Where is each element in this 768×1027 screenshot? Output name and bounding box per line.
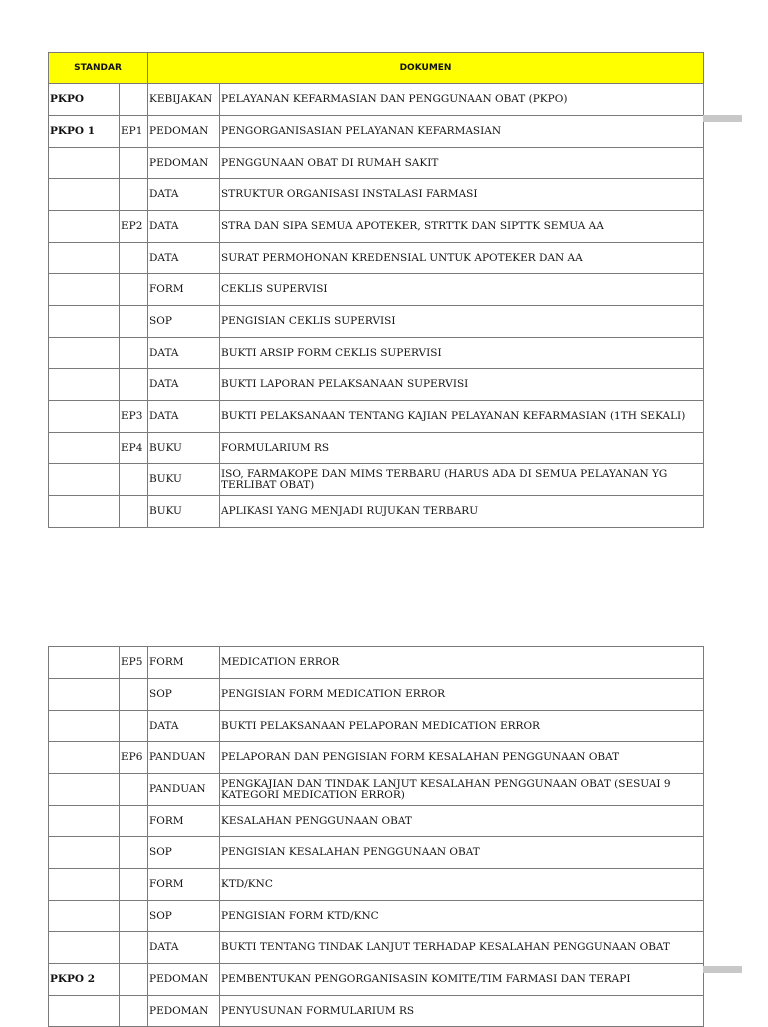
document-name-cell: CEKLIS SUPERVISI	[220, 274, 704, 306]
document-name-cell: KESALAHAN PENGGUNAAN OBAT	[220, 806, 704, 837]
standar-cell	[49, 742, 120, 774]
table-row	[49, 116, 704, 148]
document-name-cell: ISO, FARMAKOPE DAN MIMS TERBARU (HARUS ADA DI SEMUA PELAYANAN YG TERLIBAT OBAT)	[220, 464, 704, 496]
document-type-cell: KEBIJAKAN	[148, 84, 220, 116]
table-header-row	[49, 53, 704, 84]
document-name-cell: APLIKASI YANG MENJADI RUJUKAN TERBARU	[220, 496, 704, 528]
document-name-cell: PENGISIAN CEKLIS SUPERVISI	[220, 306, 704, 338]
standar-cell	[49, 338, 120, 369]
document-type-cell: SOP	[148, 679, 220, 711]
document-name-cell: STRUKTUR ORGANISASI INSTALASI FARMASI	[220, 179, 704, 211]
table-row	[49, 243, 704, 274]
table-row	[49, 679, 704, 711]
document-type-cell: SOP	[148, 901, 220, 932]
ep-cell: EP5	[120, 647, 148, 679]
table-row	[49, 774, 704, 806]
page-edge-bar	[703, 966, 742, 973]
document-name-cell: PENGGUNAAN OBAT DI RUMAH SAKIT	[220, 148, 704, 179]
header-dokumen: DOKUMEN	[148, 53, 704, 84]
table-row	[49, 869, 704, 901]
document-name-cell: PENGISIAN FORM MEDICATION ERROR	[220, 679, 704, 711]
table-row	[49, 369, 704, 401]
document-name-cell: PENGORGANISASIAN PELAYANAN KEFARMASIAN	[220, 116, 704, 148]
document-name-cell: PEMBENTUKAN PENGORGANISASIN KOMITE/TIM FARMASI DAN TERAPI	[220, 964, 704, 996]
table-row	[49, 964, 704, 996]
standar-cell	[49, 464, 120, 496]
table-row	[49, 274, 704, 306]
document-name-cell: BUKTI PELAKSANAAN PELAPORAN MEDICATION ERROR	[220, 711, 704, 742]
document-name-cell: PENGISIAN FORM KTD/KNC	[220, 901, 704, 932]
table-row	[49, 742, 704, 774]
standar-cell	[49, 179, 120, 211]
table-row	[49, 932, 704, 964]
document-type-cell: DATA	[148, 932, 220, 964]
standar-cell	[49, 148, 120, 179]
ep-cell	[120, 711, 148, 742]
ep-cell	[120, 464, 148, 496]
standar-cell	[49, 996, 120, 1027]
header-standar: STANDAR	[49, 53, 148, 84]
table-row	[49, 464, 704, 496]
document-type-cell: DATA	[148, 211, 220, 243]
document-table-1	[48, 52, 704, 528]
table-row	[49, 496, 704, 528]
table-row	[49, 211, 704, 243]
ep-cell	[120, 306, 148, 338]
ep-cell	[120, 996, 148, 1027]
document-name-cell: PENYUSUNAN FORMULARIUM RS	[220, 996, 704, 1027]
ep-cell: EP1	[120, 116, 148, 148]
ep-cell	[120, 84, 148, 116]
ep-cell: EP4	[120, 433, 148, 464]
standar-cell	[49, 274, 120, 306]
standar-cell	[49, 401, 120, 433]
ep-cell	[120, 837, 148, 869]
table-row	[49, 148, 704, 179]
ep-cell	[120, 774, 148, 806]
ep-cell	[120, 806, 148, 837]
document-name-cell: MEDICATION ERROR	[220, 647, 704, 679]
ep-cell: EP2	[120, 211, 148, 243]
table-row	[49, 401, 704, 433]
document-name-cell: BUKTI TENTANG TINDAK LANJUT TERHADAP KESALAHAN PENGGUNAAN OBAT	[220, 932, 704, 964]
table-row	[49, 647, 704, 679]
document-type-cell: PANDUAN	[148, 742, 220, 774]
table-row	[49, 179, 704, 211]
ep-cell	[120, 932, 148, 964]
document-type-cell: PEDOMAN	[148, 148, 220, 179]
ep-cell	[120, 148, 148, 179]
document-name-cell: PENGKAJIAN DAN TINDAK LANJUT KESALAHAN PENGGUNAAN OBAT (SESUAI 9 KATEGORI MEDICATION ERROR)	[220, 774, 704, 806]
document-name-cell: BUKTI ARSIP FORM CEKLIS SUPERVISI	[220, 338, 704, 369]
standar-cell	[49, 433, 120, 464]
standar-cell	[49, 211, 120, 243]
document-type-cell: BUKU	[148, 433, 220, 464]
document-type-cell: SOP	[148, 837, 220, 869]
table-row	[49, 433, 704, 464]
document-name-cell: BUKTI LAPORAN PELAKSANAAN SUPERVISI	[220, 369, 704, 401]
document-type-cell: DATA	[148, 243, 220, 274]
document-name-cell: PELAPORAN DAN PENGISIAN FORM KESALAHAN PENGGUNAAN OBAT	[220, 742, 704, 774]
document-name-cell: FORMULARIUM RS	[220, 433, 704, 464]
standar-cell: PKPO 2	[49, 964, 120, 996]
table-row	[49, 711, 704, 742]
document-type-cell: FORM	[148, 274, 220, 306]
standar-cell	[49, 369, 120, 401]
standar-cell	[49, 837, 120, 869]
table-row	[49, 84, 704, 116]
document-type-cell: DATA	[148, 401, 220, 433]
document-name-cell: SURAT PERMOHONAN KREDENSIAL UNTUK APOTEKER DAN AA	[220, 243, 704, 274]
document-type-cell: FORM	[148, 869, 220, 901]
ep-cell	[120, 901, 148, 932]
ep-cell: EP6	[120, 742, 148, 774]
standar-cell: PKPO	[49, 84, 120, 116]
ep-cell	[120, 338, 148, 369]
document-type-cell: PANDUAN	[148, 774, 220, 806]
document-name-cell: STRA DAN SIPA SEMUA APOTEKER, STRTTK DAN SIPTTK SEMUA AA	[220, 211, 704, 243]
ep-cell	[120, 274, 148, 306]
table-row	[49, 338, 704, 369]
document-name-cell: PENGISIAN KESALAHAN PENGGUNAAN OBAT	[220, 837, 704, 869]
ep-cell: EP3	[120, 401, 148, 433]
standar-cell	[49, 932, 120, 964]
ep-cell	[120, 964, 148, 996]
page-edge-bar	[703, 115, 742, 122]
standar-cell	[49, 647, 120, 679]
document-type-cell: DATA	[148, 338, 220, 369]
document-type-cell: DATA	[148, 179, 220, 211]
document-name-cell: PELAYANAN KEFARMASIAN DAN PENGGUNAAN OBAT (PKPO)	[220, 84, 704, 116]
table-row	[49, 837, 704, 869]
ep-cell	[120, 496, 148, 528]
standar-cell	[49, 243, 120, 274]
table-row	[49, 806, 704, 837]
standar-cell	[49, 806, 120, 837]
ep-cell	[120, 869, 148, 901]
standar-cell	[49, 774, 120, 806]
document-type-cell: DATA	[148, 711, 220, 742]
document-type-cell: FORM	[148, 647, 220, 679]
standar-cell	[49, 679, 120, 711]
ep-cell	[120, 369, 148, 401]
table-row	[49, 306, 704, 338]
standar-cell	[49, 711, 120, 742]
document-table-2	[48, 646, 704, 1027]
document-type-cell: PEDOMAN	[148, 116, 220, 148]
document-name-cell: BUKTI PELAKSANAAN TENTANG KAJIAN PELAYANAN KEFARMASIAN (1TH SEKALI)	[220, 401, 704, 433]
document-type-cell: BUKU	[148, 464, 220, 496]
ep-cell	[120, 243, 148, 274]
table-row	[49, 901, 704, 932]
standar-cell: PKPO 1	[49, 116, 120, 148]
document-name-cell: KTD/KNC	[220, 869, 704, 901]
document-type-cell: PEDOMAN	[148, 996, 220, 1027]
document-type-cell: FORM	[148, 806, 220, 837]
standar-cell	[49, 496, 120, 528]
document-type-cell: DATA	[148, 369, 220, 401]
standar-cell	[49, 869, 120, 901]
table-row	[49, 996, 704, 1027]
ep-cell	[120, 179, 148, 211]
document-type-cell: BUKU	[148, 496, 220, 528]
ep-cell	[120, 679, 148, 711]
standar-cell	[49, 901, 120, 932]
document-type-cell: PEDOMAN	[148, 964, 220, 996]
document-type-cell: SOP	[148, 306, 220, 338]
standar-cell	[49, 306, 120, 338]
